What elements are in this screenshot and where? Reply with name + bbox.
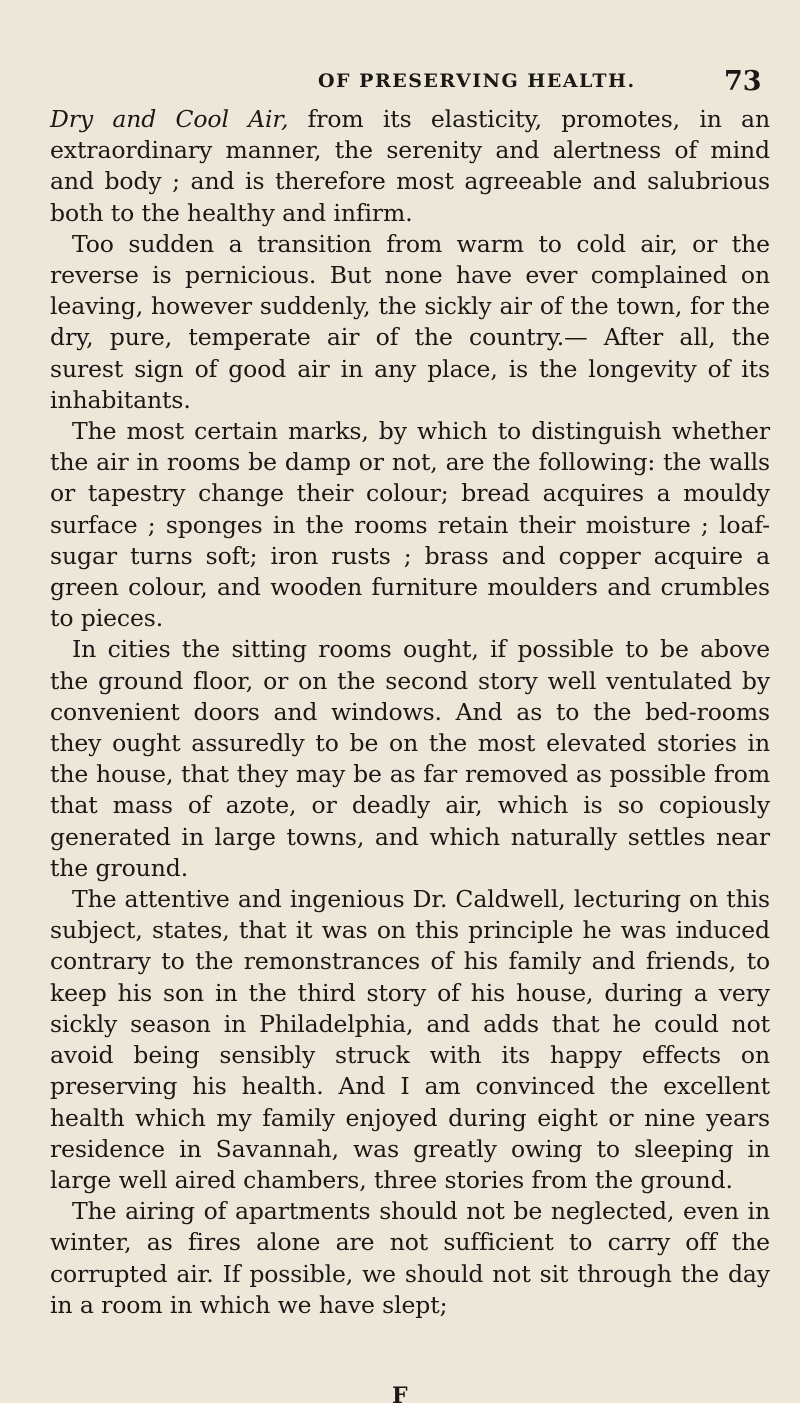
running-title: OF PRESERVING HEALTH. xyxy=(318,70,636,92)
paragraph-lead: Dry and Cool Air, xyxy=(50,105,289,133)
paragraph-city-rooms xyxy=(50,634,770,884)
body-text xyxy=(50,104,770,1321)
paragraph-text: Too sudden a transition from warm to cold air, or the reverse is pernicious. But none have ever complained on leaving, however suddenly, the sickly air of the town, for the dry, pure, temperate air of the country.— After all, the surest sign of good air in any place, is the longevity of its inhabitants. xyxy=(50,229,770,414)
paragraph-text: The airing of apartments should not be neglected, even in winter, as fires alone are not sufficient to carry off the corrupted air. If possible, we should not sit through the day in a room in which we have slept; xyxy=(50,1197,770,1319)
page-number: 73 xyxy=(724,66,762,97)
paragraph-text: The most certain marks, by which to distinguish whether the air in rooms be damp or not, are the following: the walls or tapestry change their colour; bread acquires a mouldy surface ; sponges in the rooms retain their moisture ; loaf-sugar turns soft; iron rusts ; brass and copper acquire a green colour, and wooden furniture moulders and crumbles to pieces. xyxy=(50,417,770,633)
paragraph-text: The attentive and ingenious Dr. Caldwell, lecturing on this subject, states, that it was on this principle he was induced contrary to the remonstrances of his family and friends, to keep his son in the third story of his house, during a very sickly season in Philadelphia, and adds that he could not avoid being sensibly struck with its happy effects on preserving his health. And I am convinced the excellent health which my family enjoyed during eight or nine years residence in Savannah, was greatly owing to sleeping in large well aired chambers, three stories from the ground. xyxy=(50,885,770,1194)
paragraph-damp-marks xyxy=(50,416,770,634)
paragraph-text: In cities the sitting rooms ought, if possible to be above the ground floor, or on the second story well ventulated by convenient doors and windows. And as to the bed-rooms they ought assuredly to be on the most elevated stories in the house, that they may be as far removed as possible from that mass of azote, or deadly air, which is so copiously generated in large towns, and which naturally settles near the ground. xyxy=(50,635,770,882)
paragraph-text: from its elasticity, promotes, in an extraordinary manner, the serenity and alertness of mind and body ; and is therefore most agreeable and salubrious both to the healthy and infirm. xyxy=(50,105,770,227)
paragraph-sudden-transition xyxy=(50,229,770,416)
paragraph-airing-apartments xyxy=(50,1196,770,1321)
signature-mark: F xyxy=(392,1383,408,1403)
paragraph-caldwell xyxy=(50,884,770,1196)
running-head xyxy=(0,66,800,96)
paragraph-dry-cool-air xyxy=(50,104,770,229)
